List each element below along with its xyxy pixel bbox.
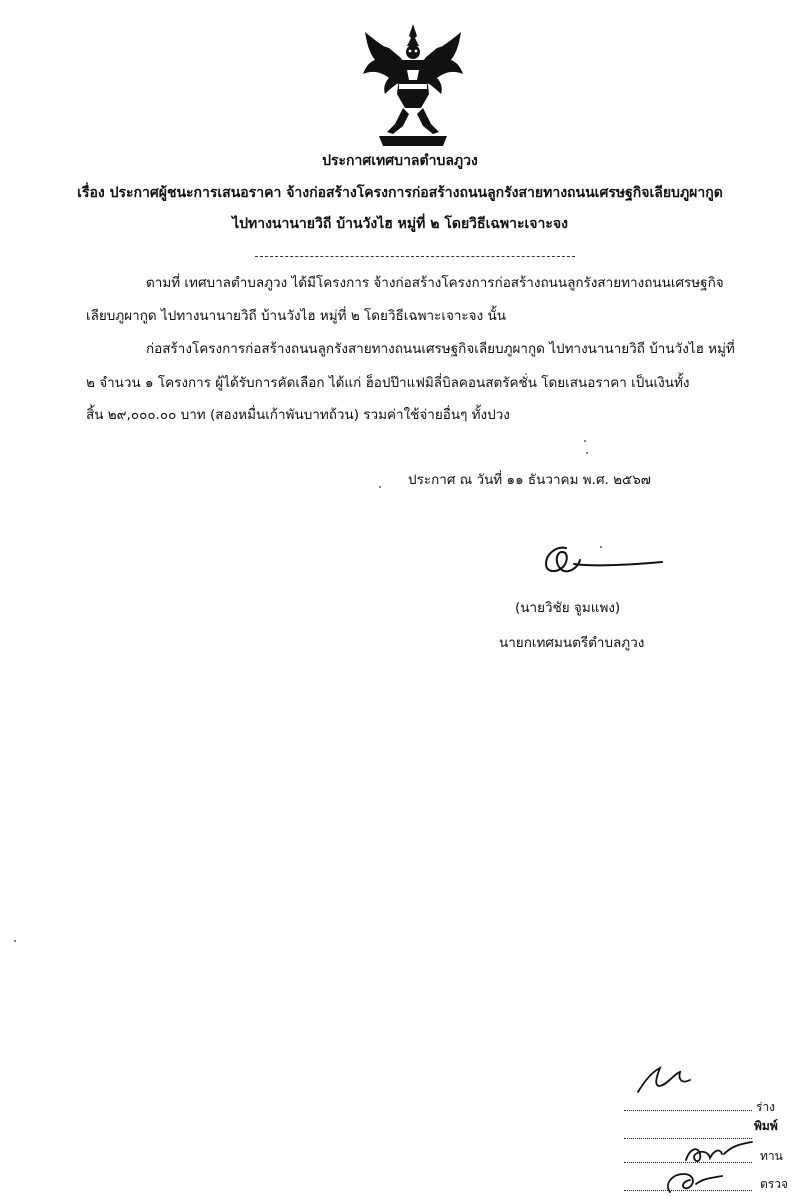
garuda-emblem xyxy=(357,22,469,150)
announce-date: ประกาศ ณ วันที่ ๑๑ ธันวาคม พ.ศ. ๒๕๖๗ xyxy=(408,472,651,488)
scan-speck xyxy=(584,440,586,442)
paragraph-1-line-1: ตามที่ เทศบาลตำบลภูวง ได้มีโครงการ จ้างก่อสร้างโครงการก่อสร้างถนนลูกรังสายทางถนนเศรษฐกิจ xyxy=(146,275,724,291)
subject-line-2: ไปทางนานายวิถี บ้านวังไฮ หมู่ที่ ๒ โดยวิธีเฉพาะเจาะจง xyxy=(232,216,568,232)
paragraph-2-line-1: ก่อสร้างโครงการก่อสร้างถนนลูกรังสายทางถนนเศรษฐกิจเลียบภูผากูด ไปทางนานายวิถี บ้านวังไฮ หมู่ที่ xyxy=(146,341,735,357)
draft-dotted-line xyxy=(624,1110,752,1111)
signatory-position: นายกเทศมนตรีตำบลภูวง xyxy=(499,635,645,651)
check-one-dotted-line xyxy=(624,1162,752,1163)
check-two-dotted-line xyxy=(624,1190,752,1191)
scan-speck xyxy=(600,546,602,548)
paragraph-1-line-2: เลียบภูผากูด ไปทางนานายวิถี บ้านวังไฮ หมู่ที่ ๒ โดยวิธีเฉพาะเจาะจง นั้น xyxy=(86,308,506,324)
scan-speck xyxy=(14,940,16,942)
paragraph-2-line-2: ๒ จำนวน ๑ โครงการ ผู้ได้รับการคัดเลือก ได้แก่ ฮ็อปป๊าแฟมิลี่บิลคอนสตรัคชั่น โดยเสนอราคา เป็นเงินทั้ง xyxy=(86,375,690,391)
paragraph-2-line-3: สิ้น ๒๙,๐๐๐.๐๐ บาท (สองหมื่นเก้าพันบาทถ้วน) รวมค่าใช้จ่ายอื่นๆ ทั้งปวง xyxy=(86,407,510,423)
scan-speck xyxy=(586,452,588,454)
routing-check-two-label: ตรวจ xyxy=(760,1177,789,1191)
signatory-name: (นายวิชัย จูมแพง) xyxy=(515,600,621,616)
scan-speck xyxy=(379,486,381,488)
announcement-org-title: ประกาศเทศบาลตำบลภูวง xyxy=(322,153,478,169)
mayor-signature xyxy=(538,540,668,584)
separator-line xyxy=(255,256,575,257)
routing-print-label: พิมพ์ xyxy=(754,1119,778,1133)
check-initials xyxy=(680,1138,760,1168)
draft-initials xyxy=(630,1062,710,1096)
routing-draft-label: ร่าง xyxy=(756,1100,776,1114)
routing-check-one-label: ทาน xyxy=(760,1149,783,1163)
subject-line-1: เรื่อง ประกาศผู้ชนะการเสนอราคา จ้างก่อสร้างโครงการก่อสร้างถนนลูกรังสายทางถนนเศรษฐกิจเลียบภูผากูด xyxy=(77,185,723,201)
